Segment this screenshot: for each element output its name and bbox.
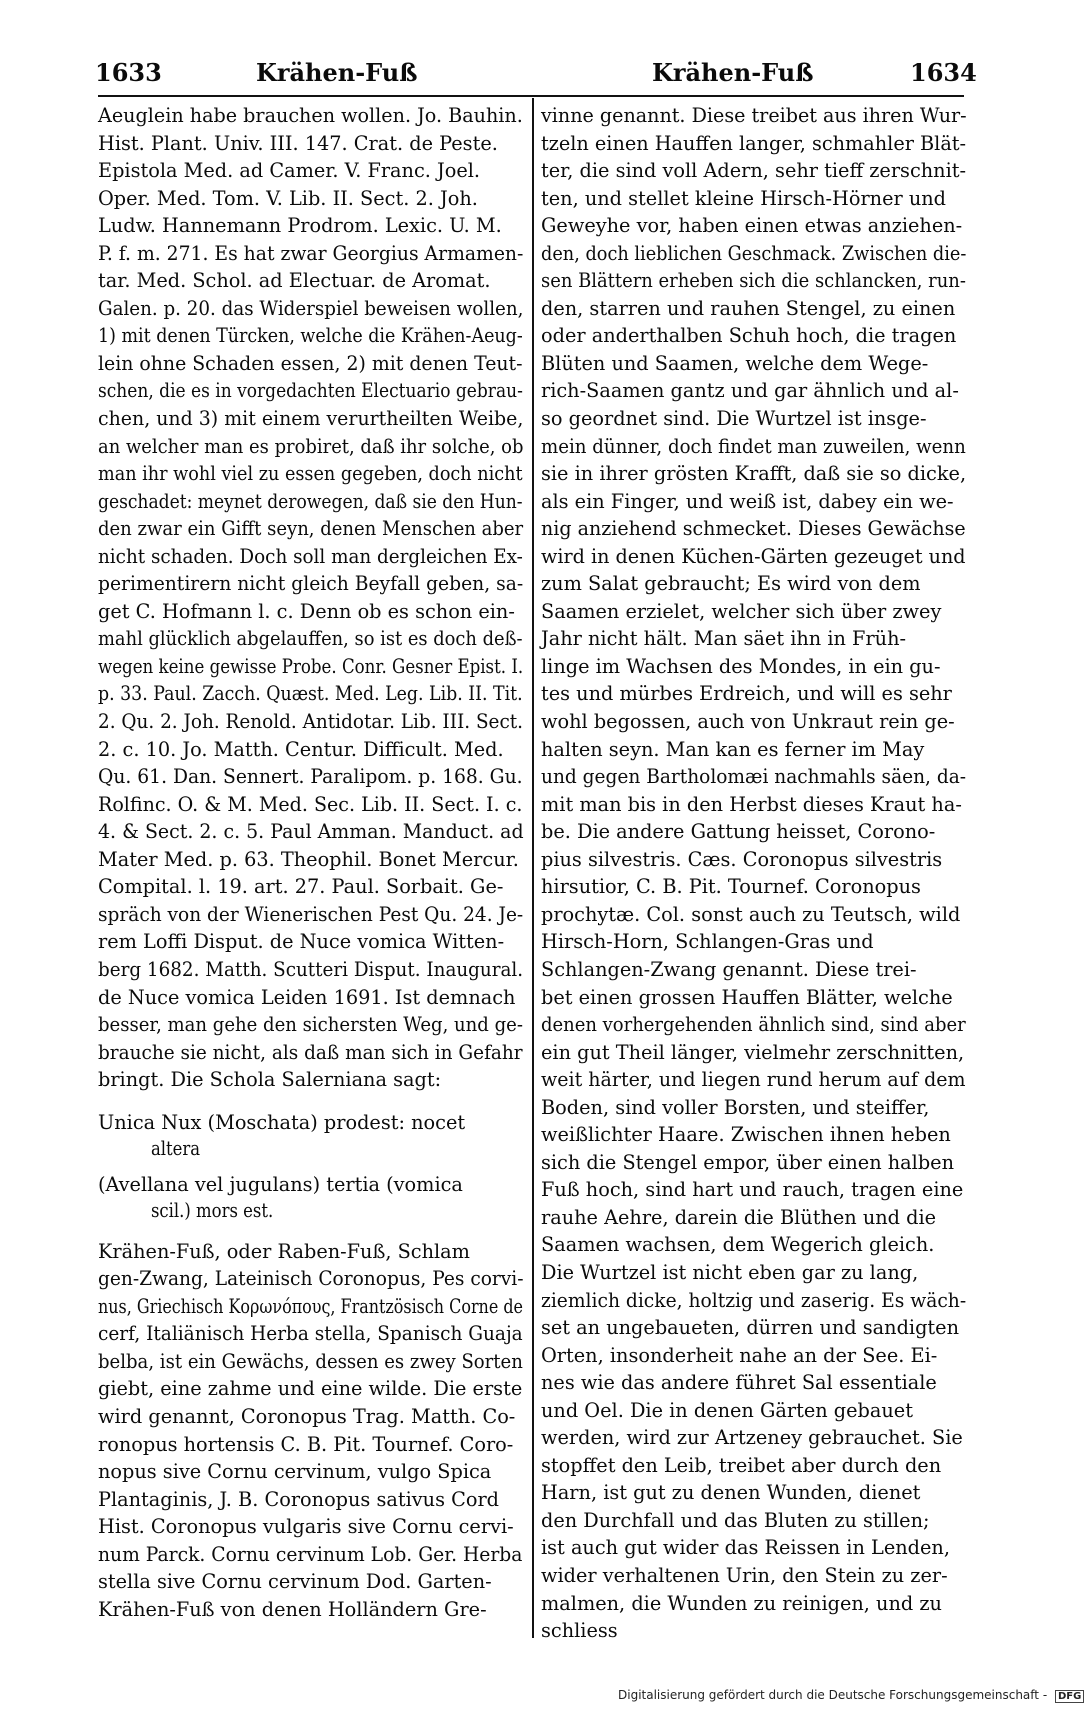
page-number-right: 1634 bbox=[910, 58, 977, 87]
column-divider bbox=[532, 98, 534, 1638]
running-head-right: Krähen-Fuß bbox=[652, 58, 814, 87]
running-head-left: Krähen-Fuß bbox=[256, 58, 418, 87]
digitization-credit bbox=[618, 1688, 1082, 1706]
header-rule bbox=[98, 95, 964, 97]
page-number-left: 1633 bbox=[95, 58, 162, 87]
dfg-logo: DFG bbox=[1055, 1690, 1084, 1703]
left-column bbox=[98, 102, 523, 1623]
right-column bbox=[541, 102, 966, 1645]
left-paragraph-1: Aeuglein habe brauchen wollen. Jo. Bauhin. Hist. Plant. Univ. III. 147. Crat. de Peste. Epistola Med. ad Camer. V. Franc. Joel. Oper. Med. Tom. V. Lib. II. Sect. 2. Joh. Ludw. Hannemann Prodrom. Lexic. U. M. P. f. m. 271. Es hat zwar Georgius Armamen- tar. Med. Schol. ad Electuar. de Aromat. Galen. p. 20. das Widerspiel beweisen wollen, 1) mit denen Türcken, welche die Krähen-Aeug- lein ohne Schaden essen, 2) mit denen Teut- schen, die es in vorgedachten Electuario gebrau- chen, und 3) mit einem verurtheilten Weibe, an welcher man es probiret, daß ihr solche, ob man ihr wohl viel zu essen gegeben, doch nicht geschadet: meynet derowegen, daß sie den Hun- den zwar ein Gifft seyn, denen Menschen aber nicht schaden. Doch soll man dergleichen Ex- perimentirern nicht gleich Beyfall geben, sa- get C. Hofmann l. c. Denn ob es schon ein- mahl glücklich abgelauffen, so ist es doch deß- wegen keine gewisse Probe. Conr. Gesner Epist. I. p. 33. Paul. Zacch. Quæst. Med. Leg. Lib. II. Tit. 2. Qu. 2. Joh. Renold. Antidotar. Lib. III. Sect. 2. c. 10. Jo. Matth. Centur. Difficult. Med. Qu. 61. Dan. Sennert. Paralipom. p. 168. Gu. Rolfinc. O. & M. Med. Sec. Lib. II. Sect. I. c. 4. & Sect. 2. c. 5. Paul Amman. Manduct. ad Mater Med. p. 63. Theophil. Bonet Mercur. Compital. l. 19. art. 27. Paul. Sorbait. Ge- spräch von der Wienerischen Pest Qu. 24. Je- rem Loffi Disput. de Nuce vomica Witten- berg 1682. Matth. Scutteri Disput. Inaugural. de Nuce vomica Leiden 1691. Ist demnach besser, man gehe den sichersten Weg, und ge- brauche sie nicht, als daß man sich in Gefahr bringt. Die Schola Salerniana sagt: bbox=[98, 104, 524, 1092]
left-paragraph-2: Krähen-Fuß, oder Raben-Fuß, Schlam gen-Zwang, Lateinisch Coronopus, Pes corvi- nus, Griechisch Κορωνόπους, Frantzösisch Corne de cerf, Italiänisch Herba stella, Spanisch Guaja belba, ist ein Gewächs, dessen es zwey Sorten giebt, eine zahme und eine wilde. Die erste wird genannt, Coronopus Trag. Matth. Co- ronopus hortensis C. B. Pit. Tournef. Coro- nopus sive Cornu cervinum, vulgo Spica Plantaginis, J. B. Coronopus sativus Cord Hist. Coronopus vulgaris sive Cornu cervi- num Parck. Cornu cervinum Lob. Ger. Herba stella sive Cornu cervinum Dod. Garten- Krähen-Fuß von denen Holländern Gre- bbox=[98, 1239, 524, 1621]
credit-text: Digitalisierung gefördert durch die Deutsche Forschungsgemeinschaft - bbox=[618, 1688, 1048, 1702]
verse-quotation: Unica Nux (Moschata) prodest: nocet altera (Avellana vel jugulans) tertia (vomica scil.) mors est. bbox=[98, 1110, 466, 1222]
right-paragraph: vinne genannt. Diese treibet aus ihren Wur- tzeln einen Hauffen langer, schmahler Blät- ter, die sind voll Adern, sehr tieff zerschnit- ten, und stellet kleine Hirsch-Hörner und Geweyhe vor, haben einen etwas anziehen- den, doch lieblichen Geschmack. Zwischen die- sen Blättern erheben sich die schlancken, run- den, starren und rauhen Stengel, zu einen oder anderthalben Schuh hoch, die tragen Blüten und Saamen, welche dem Wege- rich-Saamen gantz und gar ähnlich und al- so geordnet sind. Die Wurtzel ist insge- mein dünner, doch findet man zuweilen, wenn sie in ihrer grösten Krafft, daß sie so dicke, als ein Finger, und weiß ist, dabey ein we- nig anziehend schmecket. Dieses Gewächse wird in denen Küchen-Gärten gezeuget und zum Salat gebraucht; Es wird von dem Saamen erzielet, welcher sich über zwey Jahr nicht hält. Man säet ihn in Früh- linge im Wachsen des Mondes, in ein gu- tes und mürbes Erdreich, und will es sehr wohl begossen, auch von Unkraut rein ge- halten seyn. Man kan es ferner im May und gegen Bartholomæi nachmahls säen, da- mit man bis in den Herbst dieses Kraut ha- be. Die andere Gattung heisset, Corono- pius silvestris. Cæs. Coronopus silvestris hirsutior, C. B. Pit. Tournef. Coronopus prochytæ. Col. sonst auch zu Teutsch, wild Hirsch-Horn, Schlangen-Gras und Schlangen-Zwang genannt. Diese trei- bet einen grossen Hauffen Blätter, welche denen vorhergehenden ähnlich sind, sind aber ein gut Theil länger, vielmehr zerschnitten, weit härter, und liegen rund herum auf dem Boden, sind voller Borsten, und steiffer, weißlichter Haare. Zwischen ihnen heben sich die Stengel empor, über einen halben Fuß hoch, sind hart und rauch, tragen eine rauhe Aehre, darein die Blüthen und die Saamen wachsen, dem Wegerich gleich. Die Wurtzel ist nicht eben gar zu lang, ziemlich dicke, holtzig und zaserig. Es wäch- set an ungebaueten, dürren und sandigten Orten, insonderheit nahe an der See. Ei- nes wie das andere führet Sal essentiale und Oel. Die in denen Gärten gebauet werden, wird zur Artzeney gebrauchet. Sie stopffet den Leib, treibet aber durch den Harn, ist gut zu denen Wunden, dienet den Durchfall und das Bluten zu stillen; ist auch gut wider das Reissen in Lenden, wider verhaltenen Urin, den Stein zu zer- malmen, die Wunden zu reinigen, und zu schliess bbox=[541, 104, 967, 1643]
